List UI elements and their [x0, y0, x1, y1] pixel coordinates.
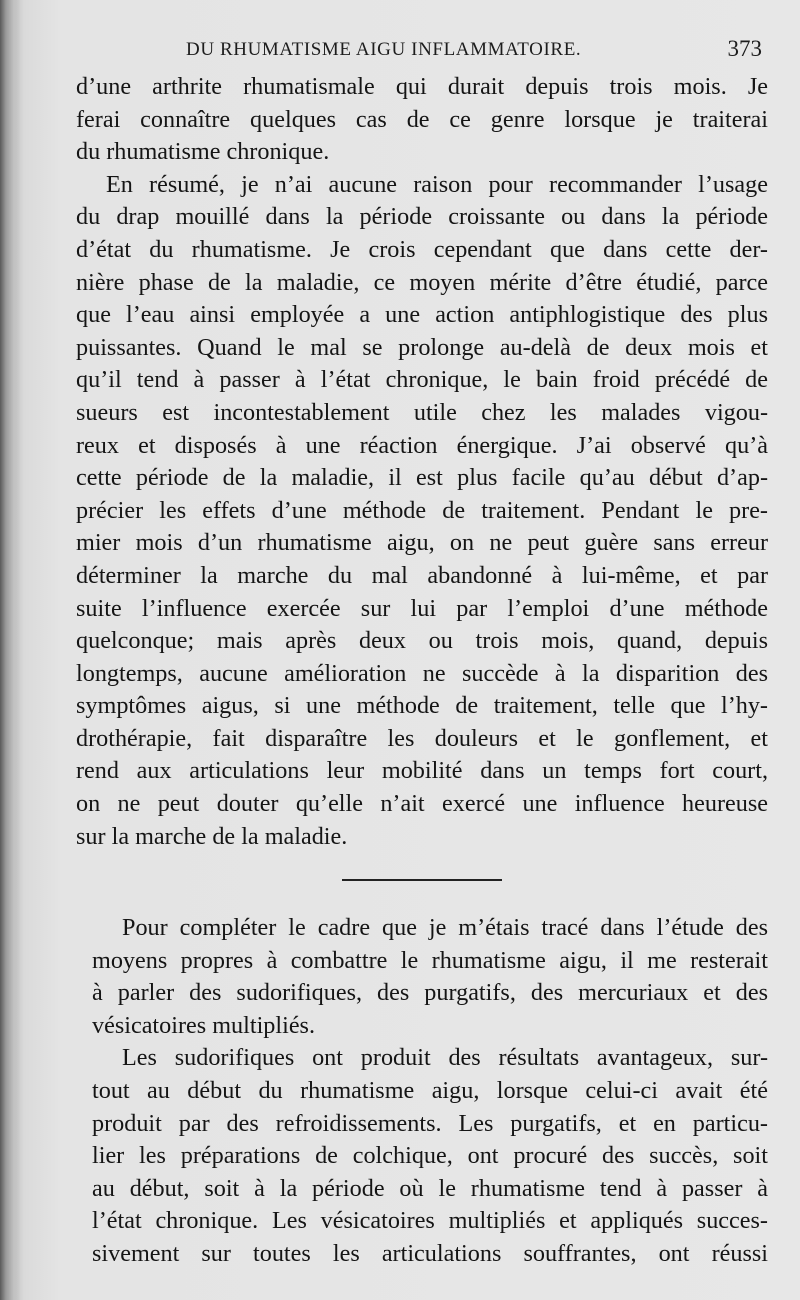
paragraph-block-1 [76, 71, 768, 853]
text-line: l’état chronique. Les vésicatoires multipliés et appliqués succes- [92, 1207, 768, 1235]
page-gutter-shadow [0, 0, 20, 1300]
text-line: cette période de la maladie, il est plus facile qu’au début d’ap- [76, 464, 768, 492]
text-line: Pour compléter le cadre que je m’étais tracé dans l’étude des [122, 914, 768, 941]
section-divider [342, 879, 502, 881]
text-line: symptômes aigus, si une méthode de traitement, telle que l’hy- [76, 692, 768, 720]
text-line: tout au début du rhumatisme aigu, lorsque celui-ci avait été [92, 1076, 768, 1104]
text-line: puissantes. Quand le mal se prolonge au-delà de deux mois et [76, 333, 768, 361]
text-line: sivement sur toutes les articulations souffrantes, ont réussi [92, 1239, 768, 1267]
text-line: lier les préparations de colchique, ont procuré des succès, soit [92, 1142, 768, 1170]
text-line: à parler des sudorifiques, des purgatifs, des mercuriaux et des [92, 979, 768, 1007]
page-header [90, 38, 770, 64]
text-line: au début, soit à la période où le rhumatisme tend à passer à [92, 1174, 768, 1202]
text-line: d’état du rhumatisme. Je crois cependant que dans cette der- [76, 235, 768, 263]
text-line: du drap mouillé dans la période croissante ou dans la période [76, 203, 768, 231]
text-line: sueurs est incontestablement utile chez les malades vigou- [76, 398, 768, 426]
text-line: sur la marche de la maladie. [76, 822, 348, 850]
text-line: précier les effets d’une méthode de traitement. Pendant le pre- [76, 496, 768, 524]
text-line: que l’eau ainsi employée a une action antiphlogistique des plus [76, 301, 768, 329]
text-line: quelconque; mais après deux ou trois mois, quand, depuis [76, 627, 768, 655]
text-line: d’une arthrite rhumatismale qui durait depuis trois mois. Je [76, 73, 768, 100]
text-line: du rhumatisme chronique. [76, 138, 330, 166]
text-line: mier mois d’un rhumatisme aigu, on ne peut guère sans erreur [76, 529, 768, 557]
text-line: produit par des refroidissements. Les purgatifs, et en particu- [92, 1109, 768, 1137]
text-line: qu’il tend à passer à l’état chronique, le bain froid précédé de [76, 366, 768, 394]
text-line: reux et disposés à une réaction énergique. J’ai observé qu’à [76, 431, 768, 459]
page-number: 373 [727, 36, 762, 61]
text-line: suite l’influence exercée sur lui par l’emploi d’une méthode [76, 594, 768, 622]
text-line: Les sudorifiques ont produit des résultats avantageux, sur- [122, 1044, 768, 1072]
text-line: rend aux articulations leur mobilité dans un temps fort court, [76, 757, 768, 785]
text-line: on ne peut douter qu’elle n’ait exercé une influence heureuse [76, 790, 768, 818]
paragraph-block-2 [92, 912, 768, 1271]
running-head: DU RHUMATISME AIGU INFLAMMATOIRE. [186, 39, 582, 60]
text-line: drothérapie, fait disparaître les douleurs et le gonflement, et [76, 724, 768, 752]
text-line: vésicatoires multipliés. [92, 1011, 316, 1039]
text-line: déterminer la marche du mal abandonné à lui-même, et par [76, 561, 768, 589]
text-line: moyens propres à combattre le rhumatisme aigu, il me resterait [92, 946, 768, 974]
text-line: nière phase de la maladie, ce moyen mérite d’être étudié, parce [76, 268, 768, 296]
text-line: ferai connaître quelques cas de ce genre lorsque je traiterai [76, 105, 768, 133]
text-line: longtemps, aucune amélioration ne succède à la disparition des [76, 659, 768, 687]
text-line: En résumé, je n’ai aucune raison pour recommander l’usage [106, 170, 768, 198]
